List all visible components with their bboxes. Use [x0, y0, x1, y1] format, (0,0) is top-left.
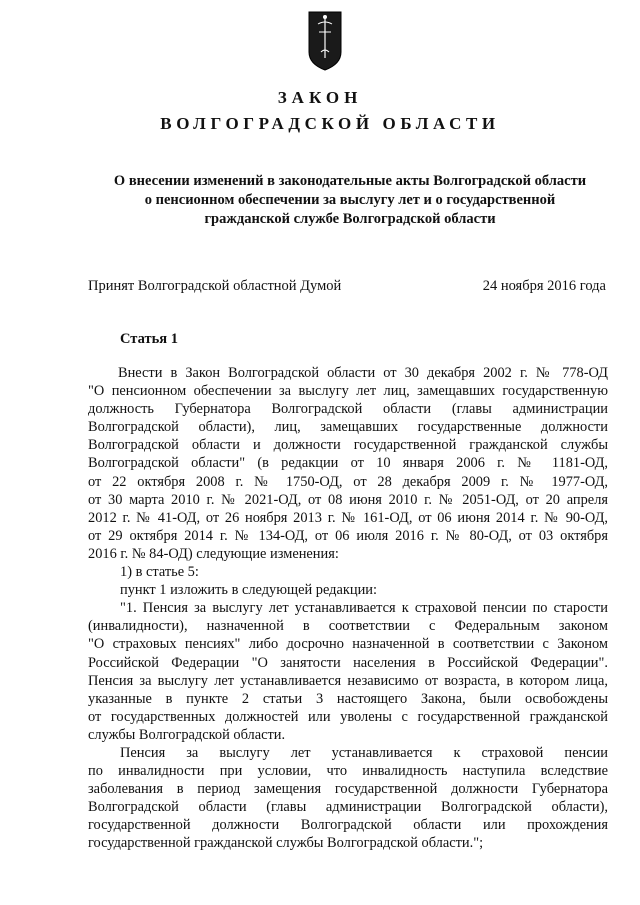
body-line: Волгоградской области и должности государственной гражданской службы	[88, 437, 608, 454]
body-line: Пенсия за выслугу лет устанавливается независимо от возраста, в котором лица,	[88, 672, 608, 689]
body-line: Волгоградской области" (в редакции от 10 января 2006 г. № 1181-ОД,	[88, 455, 608, 472]
law-region: ВОЛГОГРАДСКОЙ ОБЛАСТИ	[160, 114, 500, 133]
article-body	[88, 364, 608, 853]
body-line: государственной должности Волгоградской области или прохождения	[88, 817, 608, 834]
body-line: (инвалидности), назначенной в соответствии с Федеральным законом	[88, 618, 608, 635]
body-line: от государственных должностей или уволены с государственной гражданской	[88, 708, 608, 725]
adopted-by: Принят Волгоградской областной Думой	[88, 278, 342, 294]
law-title: ЗАКОН	[277, 88, 363, 107]
body-line: Пенсия за выслугу лет устанавливается к страховой пенсии	[120, 744, 608, 761]
coat-of-arms-emblem	[305, 8, 345, 72]
article-heading: Статья 1	[120, 331, 178, 347]
law-name-line: О внесении изменений в законодательные акты Волгоградской области	[113, 173, 587, 189]
law-name	[100, 172, 600, 229]
body-line: Внести в Закон Волгоградской области от 30 декабря 2002 г. № 778-ОД	[118, 365, 608, 381]
body-line: от 30 марта 2010 г. № 2021-ОД, от 08 июня 2010 г. № 2051-ОД, от 20 апреля	[88, 491, 608, 508]
body-line: государственной гражданской службы Волгоградской области.";	[88, 835, 484, 852]
body-line: заболевания в период замещения государственной должности Губернатора	[88, 781, 608, 798]
law-name-line: гражданской службе Волгоградской области	[204, 211, 496, 227]
body-line: 2016 г. № 84-ОД) следующие изменения:	[88, 545, 339, 562]
body-line: "1. Пенсия за выслугу лет устанавливается к страховой пенсии по старости	[120, 600, 608, 617]
body-line: службы Волгоградской области.	[88, 726, 286, 743]
body-line: пункт 1 изложить в следующей редакции:	[120, 582, 377, 599]
adoption-date: 24 ноября 2016 года	[482, 278, 606, 294]
body-line: Российской Федерации "О занятости населения в Российской Федерации".	[88, 654, 608, 671]
body-line: "О пенсионном обеспечении за выслугу лет лиц, замещавших государственную	[88, 383, 608, 400]
body-line: по инвалидности при условии, что инвалидность наступила вследствие	[88, 763, 608, 780]
body-line: 2012 г. № 41-ОД, от 26 ноября 2013 г. № 161-ОД, от 06 июня 2014 г. № 90-ОД,	[88, 509, 608, 526]
body-line: "О страховых пенсиях" либо досрочно назначенной в соответствии с Законом	[88, 636, 608, 653]
body-line: должность Губернатора Волгоградской области (главы администрации	[88, 401, 608, 418]
body-line: от 29 октября 2014 г. № 134-ОД, от 06 июля 2016 г. № 80-ОД, от 03 октября	[88, 527, 608, 544]
body-line: указанные в пункте 2 статьи 3 настоящего Закона, были освобождены	[88, 690, 608, 707]
body-line: Волгоградской области), лиц, замещавших государственные должности	[88, 419, 608, 436]
body-line: 1) в статье 5:	[120, 564, 199, 581]
body-line: от 22 октября 2008 г. № 1750-ОД, от 28 декабря 2009 г. № 1977-ОД,	[88, 473, 608, 490]
law-name-line: о пенсионном обеспечении за выслугу лет и о государственной	[144, 192, 556, 208]
body-line: Волгоградской области (главы администрации Волгоградской области),	[88, 799, 608, 816]
